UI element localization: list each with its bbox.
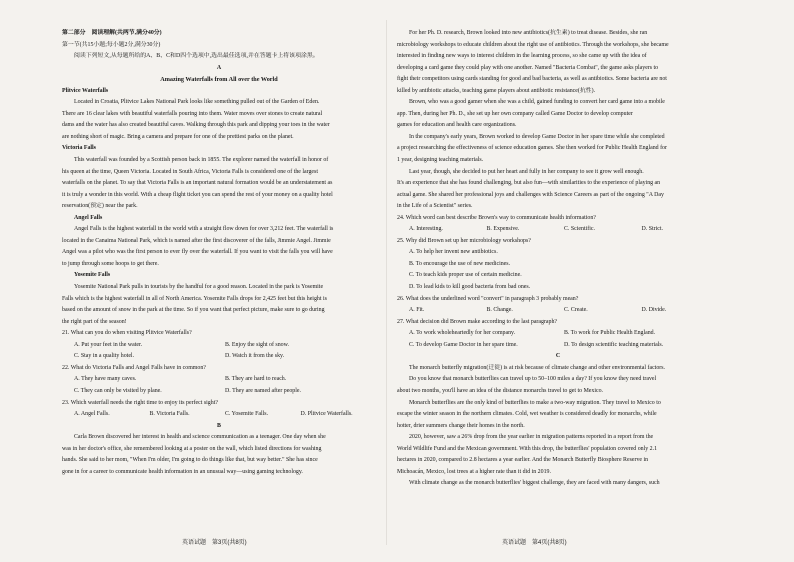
paragraph-line: Yosemite National Park pulls in tourists by the handful for a good reason. Located in the park is Yosemite	[74, 284, 324, 291]
paragraph-line: Falls which is the highest waterfall in all of North America. Yosemite Falls drops for 2,425 feet but this height is	[62, 295, 327, 302]
victoria-heading: Victoria Falls	[62, 145, 96, 152]
paragraph-line: World Wildlife Fund and the Mexican government. With this drop, the butterflies' population covered only 2.1	[397, 445, 658, 452]
paragraph-line: hectares in 2020, compared to 2.8 hectares a year earlier. And the Monarch Butterfly Biosphere Reserve in	[397, 457, 649, 464]
paragraph-line: was in her doctor's office, she remembered looking at a poster on the wall, which listed directions for washing	[62, 445, 322, 452]
paragraph-line: waterfalls on the planet. To say that Victoria Falls is an important natural formation would be an understatement as	[62, 180, 333, 187]
paragraph-line: microbiology workshops to educate children about the right use of antibiotics. Through the workshops, she became	[397, 41, 669, 48]
paragraph-line: Carla Brown discovered her interest in health and science communication as a teenager. One day when she	[74, 434, 326, 441]
passage-c-letter: C	[555, 353, 561, 360]
paragraph-line: Michoacán, Mexico, lost trees at a higher rate than it did in 2019.	[397, 468, 551, 475]
option-d: D. Plitvice Waterfalls.	[300, 411, 353, 418]
option-d: D. To design scientific teaching materials.	[564, 341, 664, 348]
paragraph-line: it is truly a wonder in this world. With a cheap flight ticket you can spend the rest of your money on a quality hotel	[62, 191, 333, 198]
paragraph-line: Do you know that monarch butterflies can travel up to 50–100 miles a day? If you know they need travel	[409, 376, 657, 383]
paragraph-line: Angel Falls is the highest waterfall in the world with a straight flow down for over 3,212 feet. The waterfall is	[74, 226, 334, 233]
option-d: D. Strict.	[641, 226, 663, 233]
question-27-options	[397, 340, 719, 352]
paragraph-line: a project researching the effectiveness of science education games. She then worked for Public Health England for	[397, 145, 667, 152]
paragraph-line: dams and the water has also created beautiful caves. Walking through this park and dipping your toes in the water	[62, 122, 330, 129]
paragraph-line: located in the Canaima National Park, which is named after the first discoverer of the falls, Jimmie Angel. Jimmie	[62, 237, 331, 244]
option-c: C. Scientific.	[564, 226, 595, 233]
paragraph-line: 2020, however, saw a 26% drop from the year earlier in migration patterns reported in a report from the	[409, 434, 654, 441]
paragraph-line: app. Then, during her Ph. D., she set up her own company called Game Doctor to develop computer	[397, 110, 633, 117]
question-26: 26. What does the underlined word "convert" in paragraph 3 probably mean?	[397, 295, 579, 302]
option-b: B. Change.	[486, 307, 513, 314]
angel-heading: Angel Falls	[74, 214, 103, 221]
question-25: 25. Why did Brown set up her microbiology workshops?	[397, 237, 531, 244]
paragraph-line: In the company's early years, Brown worked to develop Game Doctor in her spare time while she completed	[409, 133, 665, 140]
option-c: C. They can only be visited by plane.	[74, 387, 162, 394]
option-d: D. Divide.	[641, 307, 667, 314]
left-page-footer: 英语试题 第3页(共8页)	[182, 540, 247, 546]
paragraph-line: Angel was a pilot who was the first person to ever fly over the waterfall. If you want to visit the falls you will have	[62, 249, 333, 256]
instruction: 阅读下列短文,从每题所给的A、B、C和D四个选项中,选出最佳选项,并在答题卡上将该项涂黑。	[74, 53, 319, 60]
option-b: B. They are hard to reach.	[225, 376, 287, 383]
paragraph-line: gone in for a career to communicate health information in an unusual way—using gaming technology.	[62, 468, 303, 475]
page-gutter	[386, 20, 387, 545]
paragraph-line: killed by antibiotic attacks, teaching game players about antibiotic resistance(抗性).	[397, 87, 596, 94]
paragraph-line: Located in Croatia, Plitvice Lakes National Park looks like something pulled out of the Garden of Eden.	[74, 99, 320, 106]
yosemite-heading: Yosemite Falls	[74, 272, 111, 279]
paragraph-line: in the Life of a Scientist" series.	[397, 203, 473, 210]
paragraph-line: games for education and health care organizations.	[397, 122, 517, 129]
right-page	[397, 28, 719, 538]
paragraph-line: developing a card game they could play with one another. Named "Bacteria Combat", the game asks players to	[397, 64, 659, 71]
option-b: B. To work for Public Health England.	[564, 330, 656, 337]
option-a: A. Angel Falls.	[74, 411, 110, 418]
option-a: A. They have many caves.	[74, 376, 137, 383]
passage-b-letter: B	[217, 422, 221, 429]
option-c: C. To teach kids proper use of certain medicine.	[409, 272, 522, 279]
paragraph-line: escape the winter season in the northern climates. Cold, wet weather is considered deadly for monarchs, while	[397, 411, 657, 418]
paragraph-line: based on the amount of snow in the park at the time. So if you want that perfect picture, make sure to go during	[62, 307, 325, 314]
option-b: B. Enjoy the sight of snow.	[225, 341, 289, 348]
paragraph-line: 1 year, designing teaching materials.	[397, 157, 484, 164]
paragraph-line: fight their competitors using cards standing for good and bad bacteria, as well as antibiotics. Some bacteria are not	[397, 76, 667, 83]
question-21-options	[62, 351, 376, 363]
right-page-footer: 英语试题 第4页(共8页)	[502, 540, 567, 546]
option-b: B. To encourage the use of new medicines.	[409, 260, 511, 267]
paragraph-line: his queen at the time, Queen Victoria. Located in South Africa, Victoria Falls is considered one of the largest	[62, 168, 318, 175]
option-c: C. To develop Game Doctor in her spare time.	[409, 341, 518, 348]
option-d: D. Watch it from the sky.	[225, 353, 285, 360]
option-a: A. Interesting.	[409, 226, 443, 233]
paragraph-line: are nothing short of magic. Bring a camera and prepare for one of the prettiest parks on the planet.	[62, 133, 294, 140]
option-d: D. They are named after people.	[225, 387, 301, 394]
paragraph-line: reservation(预定) near the park.	[62, 203, 138, 210]
plitvice-heading: Plitvice Waterfalls	[62, 87, 109, 94]
option-a: A. Fit.	[409, 307, 425, 314]
paragraph-line: interested in finding new ways to interest children in the learning process, so she came up with the idea of	[397, 53, 647, 60]
paragraph-line: hands. She said to her mom, "When I'm older, I'm going to do things like that, but way better." She has since	[62, 457, 318, 464]
question-27: 27. What decision did Brown make according to the last paragraph?	[397, 318, 558, 325]
question-23: 23. Which waterfall needs the right time to enjoy its perfect sight?	[62, 399, 218, 406]
paragraph-line: There are 16 clear lakes with beautiful waterfalls pouring into them. Water moves over stones to create natural	[62, 110, 323, 117]
question-24: 24. Which word can best describe Brown's way to communicate health information?	[397, 214, 596, 221]
passage-a-title: Amazing Waterfalls from All over the World	[160, 76, 278, 84]
paragraph-line: This waterfall was founded by a Scottish person back in 1855. The explorer named the waterfall in honor of	[74, 157, 329, 164]
paragraph-line: For her Ph. D. research, Brown looked into new antibiotics(抗生素) to treat disease. Besides, she ran	[409, 30, 648, 36]
paragraph-line: about two months, you'll have an idea of the distance monarchs travel to get to Mexico.	[397, 387, 604, 394]
option-a: A. Put your feet in the water.	[74, 341, 143, 348]
question-21-options	[62, 340, 376, 352]
option-c: C. Yosemite Falls.	[225, 411, 269, 418]
paragraph-line: hotter, drier summers change their homes in the north.	[397, 422, 525, 429]
option-d: D. To lead kids to kill good bacteria from bad ones.	[409, 284, 531, 291]
question-22-options	[62, 374, 376, 386]
option-b: B. Victoria Falls.	[149, 411, 190, 418]
option-b: B. Expensive.	[486, 226, 520, 233]
question-26-options	[397, 305, 719, 317]
paragraph-line: With climate change as the monarch butterflies' biggest challenge, they are faced with many dangers, such	[409, 480, 660, 487]
question-27-options	[397, 328, 719, 340]
left-page	[62, 28, 376, 538]
question-22: 22. What do Victoria Falls and Angel Falls have in common?	[62, 364, 206, 371]
question-22-options	[62, 386, 376, 398]
question-24-options	[397, 224, 719, 236]
paragraph-line: The monarch butterfly migration(迁徙) is at risk because of climate change and other environmental factors.	[409, 364, 665, 371]
option-a: A. To help her invent new antibiotics.	[409, 249, 498, 256]
option-a: A. To work wholeheartedly for her company.	[409, 330, 516, 337]
question-23-options	[62, 409, 376, 421]
option-c: C. Stay in a quality hotel.	[74, 353, 135, 360]
paragraph-line: It's an experience that she has found challenging, but also fun—with similarities to the experience of playing an	[397, 180, 661, 187]
question-21: 21. What can you do when visiting Plitvice Waterfalls?	[62, 330, 192, 337]
paragraph-line: Brown, who was a good gamer when she was a child, gained funding to convert her card game into a mobile	[409, 99, 665, 106]
paragraph-line: the right part of the season!	[62, 318, 127, 325]
subsection-title: 第一节(共15小题;每小题2分,满分30分)	[62, 41, 161, 48]
paragraph-line: actual game. She shared her professional joys and challenges with Science Careers as part of the ongoing "A Day	[397, 191, 664, 198]
section-title: 第二部分 阅读理解(共两节,满分40分)	[62, 30, 162, 36]
paragraph-line: to jump through some hoops to get there.	[62, 260, 159, 267]
paragraph-line: Last year, though, she decided to put her heart and fully in her company to see it grow well enough.	[409, 168, 644, 175]
paragraph-line: Monarch butterflies are the only kind of butterflies to make a two-way migration. They travel to Mexico to	[409, 399, 661, 406]
option-c: C. Create.	[564, 307, 588, 314]
passage-a-letter: A	[216, 64, 222, 71]
